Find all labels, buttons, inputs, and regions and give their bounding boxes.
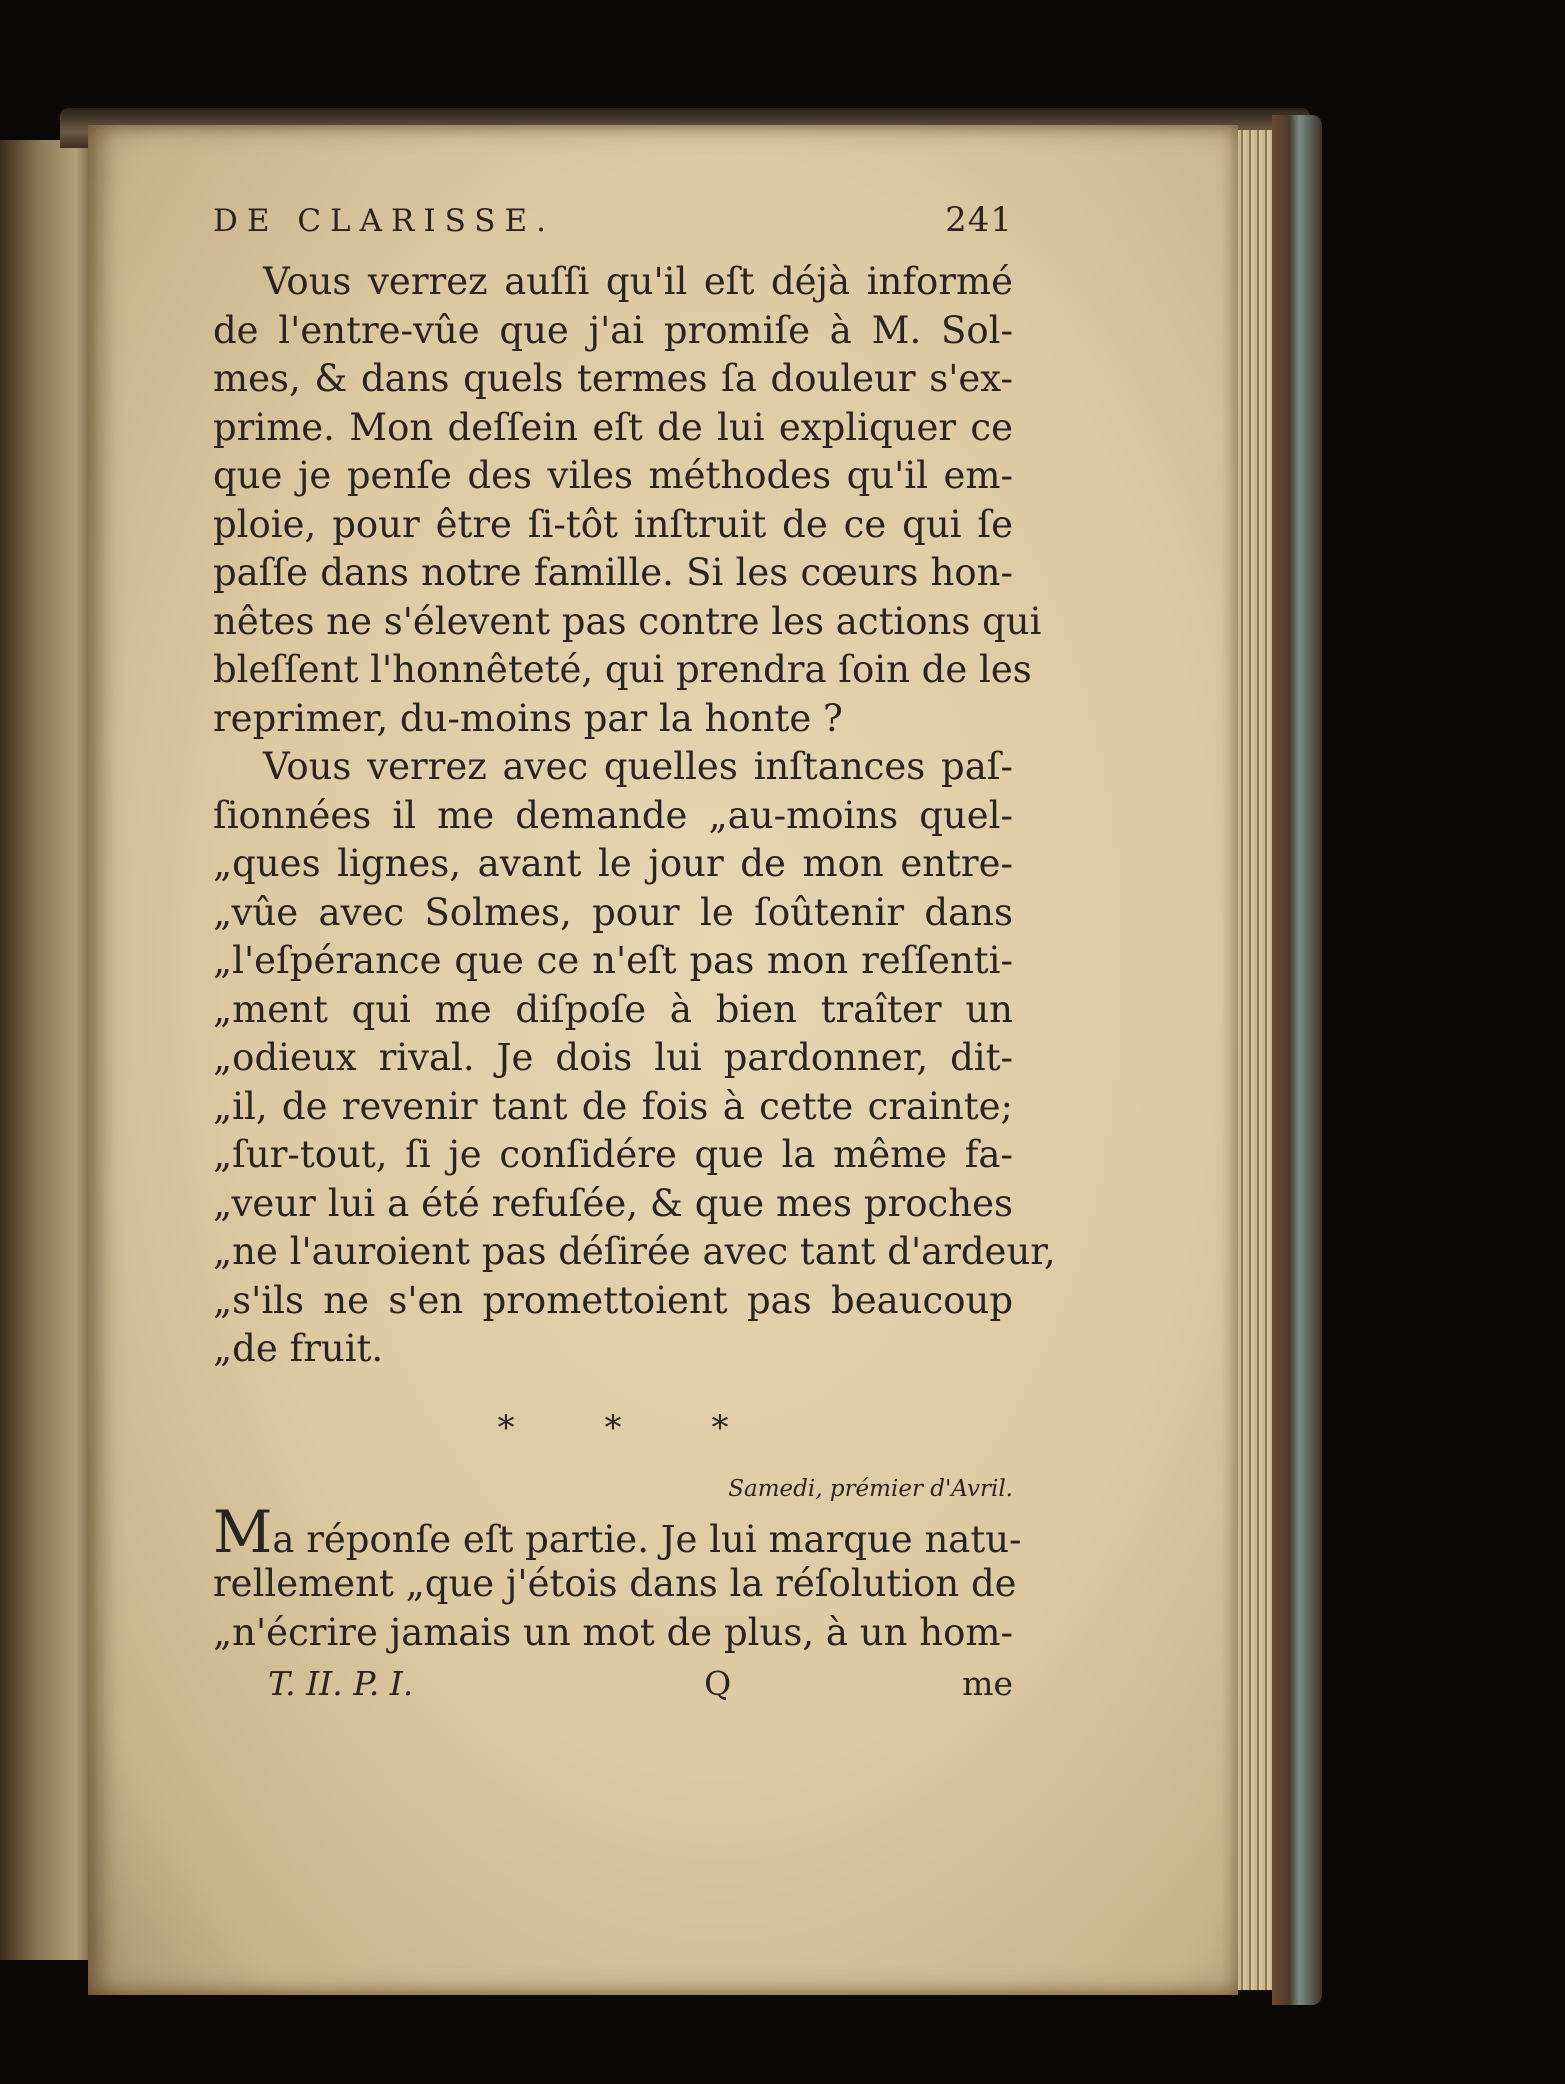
page-number: 241: [945, 200, 1013, 240]
first-line-text: a réponſe eſt partie. Je lui marque natu-: [272, 1517, 1022, 1561]
text-line: [213, 1497, 1022, 1566]
text-line: „il, de revenir tant de fois à cette crainte;: [213, 1084, 1013, 1128]
text-line: prime. Mon deſſein eſt de lui expliquer ce: [213, 405, 1013, 449]
catchword: me: [962, 1664, 1013, 1703]
text-line: Vous verrez avec quelles inſtances paſ-: [263, 745, 1013, 788]
running-header: [213, 200, 1013, 254]
text-line: „odieux rival. Je dois lui pardonner, dit-: [213, 1036, 1013, 1079]
text-line: „veur lui a été refuſée, & que mes proches: [213, 1181, 1013, 1225]
text-line: ſionnées il me demande „au-moins quel-: [213, 793, 1013, 837]
asterisk-ornament: *: [497, 1407, 515, 1448]
text-line: „s'ils ne s'en promettoient pas beaucoup: [213, 1278, 1013, 1322]
page-text: [213, 200, 1056, 1709]
text-line: ploie, pour être ſi-tôt inſtruit de ce qui ſe: [213, 502, 1013, 546]
book-cover-right: [1272, 115, 1322, 2005]
running-title: DE CLARISSE.: [213, 203, 556, 239]
text-line: paſſe dans notre famille. Si les cœurs hon-: [213, 551, 1013, 594]
text-line: „ne l'auroient pas déſirée avec tant d'ardeur,: [213, 1230, 1056, 1273]
text-line: „de fruit.: [213, 1327, 384, 1370]
text-line: „ques lignes, avant le jour de mon entre-: [213, 842, 1013, 885]
text-line: nêtes ne s'élevent pas contre les actions qui: [213, 599, 1042, 643]
text-line: Vous verrez auſſi qu'il eſt déjà informé: [263, 260, 1013, 303]
section-separator: [213, 1388, 1013, 1458]
text-line: „ſur-tout, ſi je conſidére que la même fa-: [213, 1133, 1013, 1176]
asterisk-ornament: *: [711, 1407, 729, 1448]
text-line: bleſſent l'honnêteté, qui prendra ſoin de les: [213, 648, 1032, 691]
signature-mark: T. II. P. I.: [268, 1664, 414, 1703]
text-line: reprimer, du-moins par la honte ?: [213, 696, 843, 740]
text-line: que je penſe des viles méthodes qu'il em-: [213, 454, 1013, 497]
text-line: „vûe avec Solmes, pour le ſoûtenir dans: [213, 890, 1013, 934]
text-line: „ment qui me diſpoſe à bien traîter un: [213, 987, 1013, 1031]
page-footer: [213, 1659, 1013, 1709]
asterisk-ornament: *: [604, 1407, 622, 1448]
text-line: de l'entre-vûe que j'ai promiſe à M. Sol-: [213, 308, 1013, 352]
text-line: rellement „que j'étois dans la réſolution de: [213, 1562, 1017, 1605]
drop-cap: M: [213, 1497, 273, 1566]
letter-dateline: Samedi, prémier d'Avril.: [728, 1475, 1013, 1502]
previous-page-edge: [0, 140, 95, 1960]
gathering-letter: Q: [704, 1664, 732, 1703]
text-line: „l'eſpérance que ce n'eſt pas mon reſſenti-: [213, 939, 1013, 982]
text-line: „n'écrire jamais un mot de plus, à un hom-: [213, 1610, 1013, 1654]
text-line: mes, & dans quels termes ſa douleur s'ex-: [213, 357, 1013, 400]
